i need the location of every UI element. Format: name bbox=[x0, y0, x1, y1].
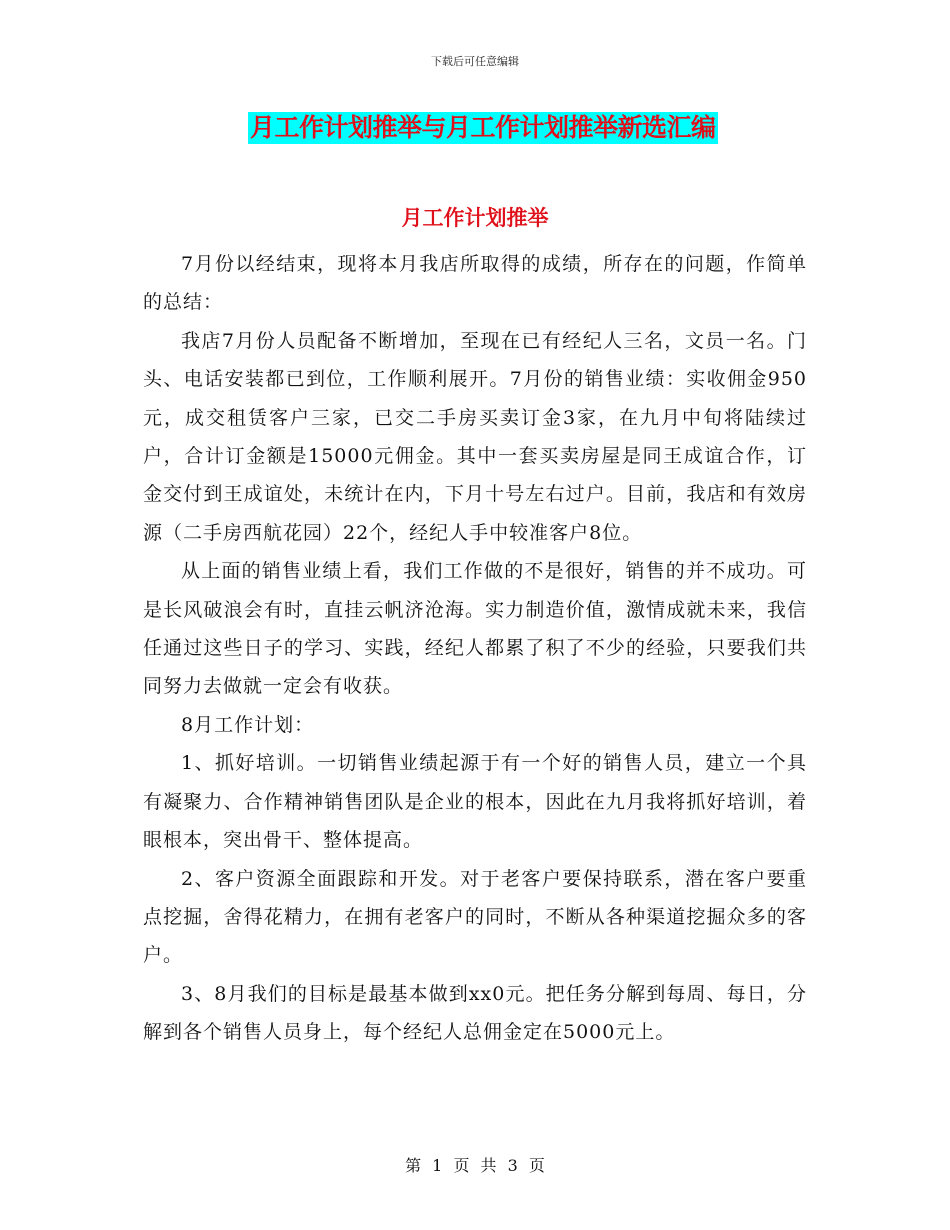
paragraph-staff-and-sales: 我店7月份人员配备不断增加，至现在已有经纪人三名，文员一名。门头、电话安装都已到位，工作顺利展开。7月份的销售业绩：实收佣金950元，成交租赁客户三家，已交二手房买卖订金3家，在九月中旬将陆续过户，合计订金额是15000元佣金。其中一套买卖房屋是同王成谊合作，订金交付到王成谊处，未统计在内，下月十号左右过户。目前，我店和有效房源（二手房西航花园）22个，经纪人手中较准客户8位。 bbox=[143, 329, 807, 544]
paragraph-plan-item-2: 2、客户资源全面跟踪和开发。对于老客户要保持联系，潜在客户要重点挖掘，舍得花精力，在拥有老客户的同时，不断从各种渠道挖掘众多的客户。 bbox=[143, 867, 807, 967]
paragraph-intro: 7月份以经结束，现将本月我店所取得的成绩，所存在的问题，作简单的总结： bbox=[143, 253, 807, 314]
document-main-title: 月工作计划推举与月工作计划推举新选汇编 bbox=[250, 113, 716, 142]
paragraph-plan-heading: 8月工作计划： bbox=[181, 713, 315, 736]
paragraph-assessment: 从上面的销售业绩上看，我们工作做的不是很好，销售的并不成功。可是长风破浪会有时，直挂云帆济沧海。实力制造价值，激情成就未来，我信任通过这些日子的学习、实践，经纪人都累了积了不少的经验，只要我们共同努力去做就一定会有收获。 bbox=[143, 560, 807, 698]
page-header-note: 下载后可任意编辑 bbox=[431, 55, 519, 68]
paragraph-plan-item-1: 1、抓好培训。一切销售业绩起源于有一个好的销售人员，建立一个具有凝聚力、合作精神销售团队是企业的根本，因此在九月我将抓好培训，着眼根本，突出骨干、整体提高。 bbox=[143, 752, 807, 852]
document-body bbox=[143, 245, 807, 1052]
paragraph-plan-item-3: 3、8月我们的目标是最基本做到xx0元。把任务分解到每周、每日，分解到各个销售人员身上，每个经纪人总佣金定在5000元上。 bbox=[143, 982, 807, 1044]
page-number-footer: 第 1 页 共 3 页 bbox=[405, 1156, 545, 1175]
section-title: 月工作计划推举 bbox=[401, 206, 549, 230]
